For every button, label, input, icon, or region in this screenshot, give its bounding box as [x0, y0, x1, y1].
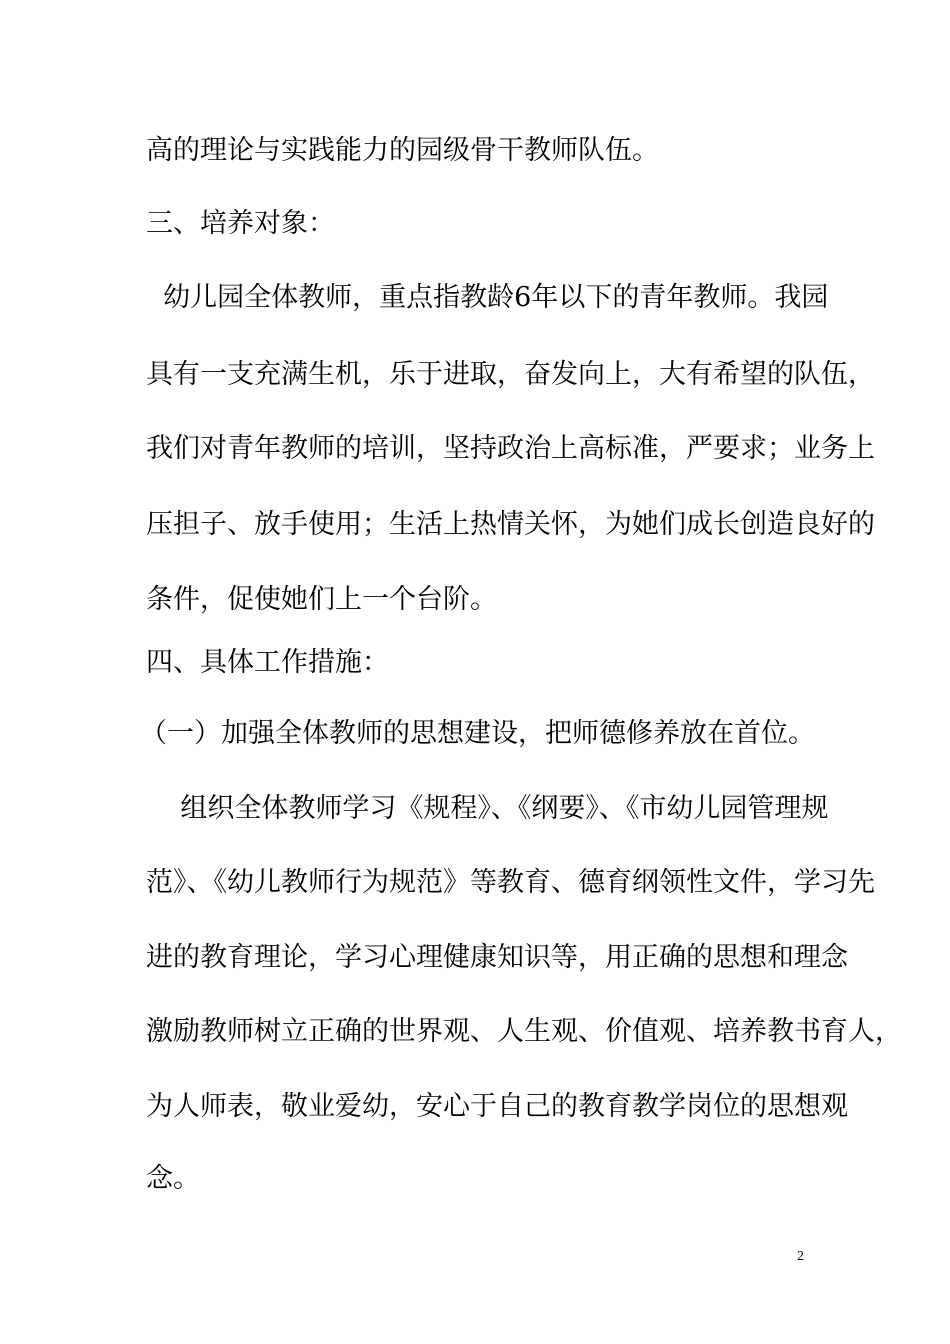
text-line: 高的理论与实践能力的园级骨干教师队伍。: [146, 135, 659, 166]
text-line: 进的教育理论，学习心理健康知识等，用正确的思想和理念: [146, 942, 848, 973]
text-line: 念。: [146, 1163, 200, 1194]
section-heading: 三、培养对象：: [146, 208, 335, 239]
text-line: 幼儿园全体教师，重点指教龄6年以下的青年教师。我园: [146, 282, 829, 313]
text-line: 激励教师树立正确的世界观、人生观、价值观、培养教书育人，: [146, 1016, 902, 1047]
section-heading: 四、具体工作措施：: [146, 647, 389, 678]
subsection-heading: （一）加强全体教师的思想建设，把师德修养放在首位。: [140, 718, 815, 749]
text-line: 压担子、放手使用；生活上热情关怀，为她们成长创造良好的: [146, 509, 875, 540]
text-line: 具有一支充满生机，乐于进取，奋发向上，大有希望的队伍，: [146, 359, 875, 390]
text-line: 条件，促使她们上一个台阶。: [146, 584, 497, 615]
text-line: 为人师表，敬业爱幼，安心于自己的教育教学岗位的思想观: [146, 1091, 848, 1122]
text-line: 组织全体教师学习《规程》、《纲要》、《市幼儿园管理规: [146, 793, 829, 824]
text-line: 我们对青年教师的培训，坚持政治上高标准，严要求；业务上: [146, 433, 875, 464]
text-line: 范》、《幼儿教师行为规范》等教育、德育纲领性文件，学习先: [146, 867, 875, 898]
page-number: 2: [797, 1249, 804, 1264]
